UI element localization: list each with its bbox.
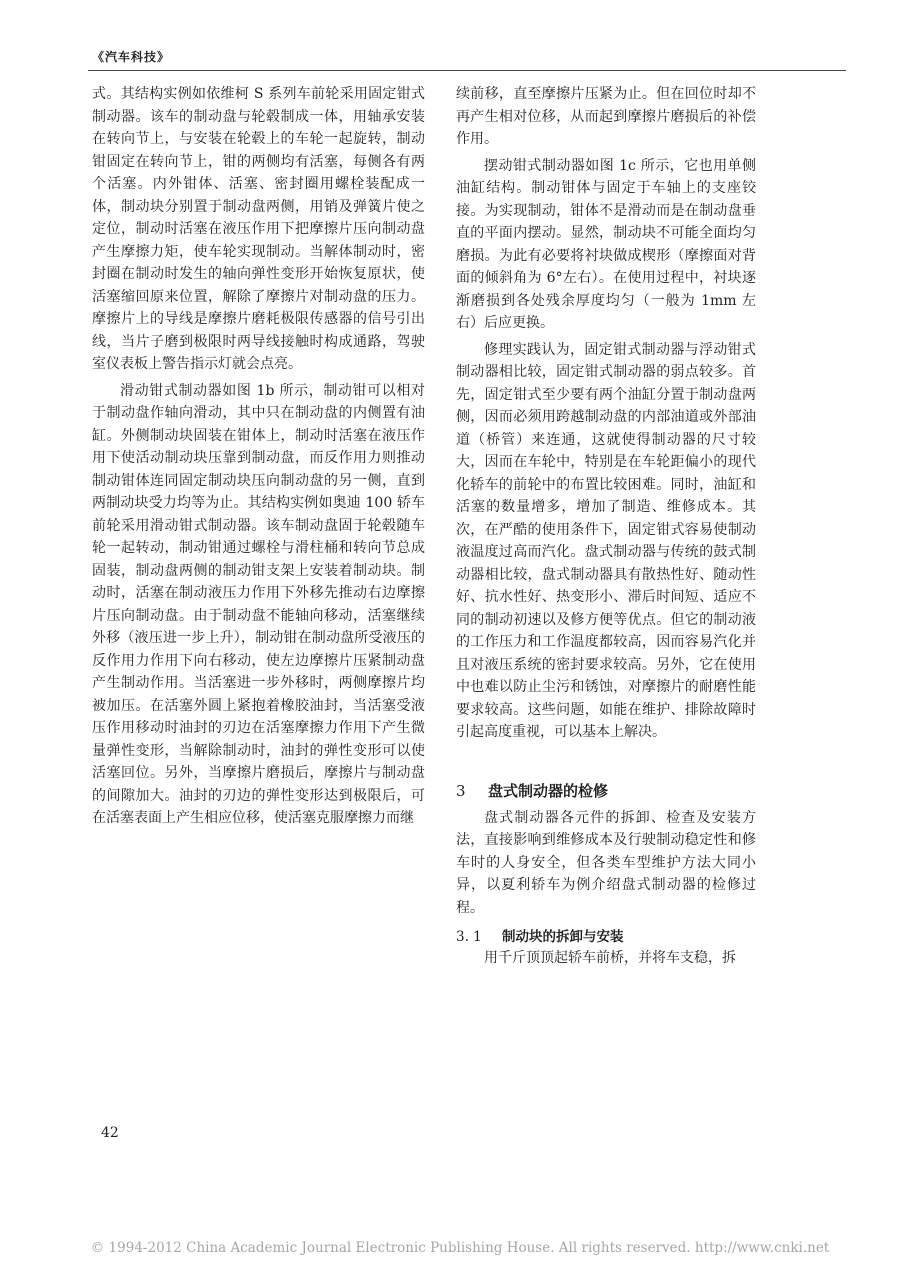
left-column xyxy=(92,83,425,830)
subsection-heading xyxy=(456,925,756,945)
header-rule xyxy=(88,70,846,71)
journal-header: 《汽车科技》 xyxy=(92,50,171,64)
section-title: 盘式制动器的检修 xyxy=(488,781,609,800)
section-paragraph: 盘式制动器各元件的拆卸、检查及安装方法，直接影响到维修成本及行驶制动稳定性和修车时的人身安全，但各类车型维护方法大同小异，以夏利轿车为例介绍盘式制动器的检修过程。 xyxy=(456,809,756,916)
left-paragraph-1: 式。其结构实例如依维柯 S 系列车前轮采用固定钳式制动器。该车的制动盘与轮毂制成一体，用轴承安装在转向节上，与安装在轮毂上的车轮一起旋转，制动钳固定在转向节上，钳的两侧均有活塞，每侧各有两个活塞。内外钳体、活塞、密封圈用螺栓装配成一体，制动块分别置于制动盘两侧，用销及弹簧片使之定位，制动时活塞在液压作用下把摩擦片压向制动盘产生摩擦力矩，使车轮实现制动。当解体制动时，密封圈在制动时发生的轴向弹性变形开始恢复原状，使活塞缩回原来位置，解除了摩擦片对制动盘的压力。摩擦片上的导线是摩擦片磨耗极限传感器的信号引出线，当片子磨到极限时两导线接触时构成通路，驾驶室仪表板上警告指示灯就会点亮。 xyxy=(92,86,425,372)
left-paragraph-2: 滑动钳式制动器如图 1b 所示，制动钳可以相对于制动盘作轴向滑动，其中只在制动盘的内侧置有油缸。外侧制动块固装在钳体上，制动时活塞在液压作用下使活动制动块压靠到制动盘，而反作用力则推动制动钳体连同固定制动块压向制动盘的另一侧，直到两制动块受力均等为止。其结构实例如奥迪 100 轿车前轮采用滑动钳式制动器。该车制动盘固于轮毂随车轮一起转动，制动钳通过螺栓与滑柱桶和转向节总成固装，制动盘两侧的制动钳支架上安装着制动块。制动时，活塞在制动液压力作用下外移先推动右边摩擦片压向制动盘。由于制动盘不能轴向移动，活塞继续外移（液压进一步上升），制动钳在制动盘所受液压的反作用力作用下向右移动，使左边摩擦片压紧制动盘产生制动作用。当活塞进一步外移时，两侧摩擦片均被加压。在活塞外圆上紧抱着橡胶油封，当活塞受液压作用移动时油封的刃边在活塞摩擦力作用下产生微量弹性变形，当解除制动时，油封的弹性变形可以使活塞回位。另外，当摩擦片磨损后，摩擦片与制动盘的间隙加大。油封的刃边的弹性变形达到极限后，可在活塞表面上产生相应位移，使活塞克服摩擦力而继 xyxy=(92,382,425,826)
subsection-number: 3. 1 xyxy=(456,929,482,945)
right-paragraph-3: 修理实践认为，固定钳式制动器与浮动钳式制动器相比较，固定钳式制动器的弱点较多。首先，固定钳式至少要有两个油缸分置于制动盘两侧，因而必须用跨越制动盘的内部油道或外部油道（桥管）来连通，这就使得制动器的尺寸较大，因而在车轮中，特别是在车轮距偏小的现代化轿车的前轮中的布置比较困难。同时，油缸和活塞的数量增多，增加了制造、维修成本。其次，在严酷的使用条件下，固定钳式容易使制动液温度过高而汽化。盘式制动器与传统的鼓式制动器相比较，盘式制动器具有散热性好、随动性好、抗水性好、热变形小、滞后时间短、适应不同的制动初速以及修方便等优点。但它的制动液的工作压力和工作温度都较高，因而容易汽化并且对液压系统的密封要求较高。另外，它在使用中也难以防止尘污和锈蚀，对摩擦片的耐磨性能要求较高。这些问题，如能在维护、排除故障时引起高度重视，可以基本上解决。 xyxy=(456,341,756,740)
right-paragraph-1: 续前移，直至摩擦片压紧为止。但在回位时却不再产生相对位移，从而起到摩擦片磨损后的补偿作用。 xyxy=(456,86,756,147)
page-number: 42 xyxy=(101,1125,119,1141)
copyright-footer: © 1994-2012 China Academic Journal Electronic Publishing House. All rights reserved. http://www.cnki.net xyxy=(90,1240,830,1256)
right-paragraph-2: 摆动钳式制动器如图 1c 所示，它也用单侧油缸结构。制动钳体与固定于车轴上的支座铰接。为实现制动，钳体不是滑动而是在制动盘垂直的平面内摆动。显然，制动块不可能全面均匀磨损。为此有必要将衬块做成楔形（摩擦面对背面的倾斜角为 6°左右）。在使用过程中，衬块逐渐磨损到各处残余厚度均匀（一般为 1mm 左右）后应更换。 xyxy=(456,157,756,331)
section-number: 3 xyxy=(456,781,466,800)
section-heading xyxy=(456,780,756,801)
right-column xyxy=(456,83,756,970)
subsection-paragraph: 用千斤顶顶起轿车前桥，并将车支稳，拆 xyxy=(484,950,736,966)
subsection-title: 制动块的拆卸与安装 xyxy=(502,929,624,945)
